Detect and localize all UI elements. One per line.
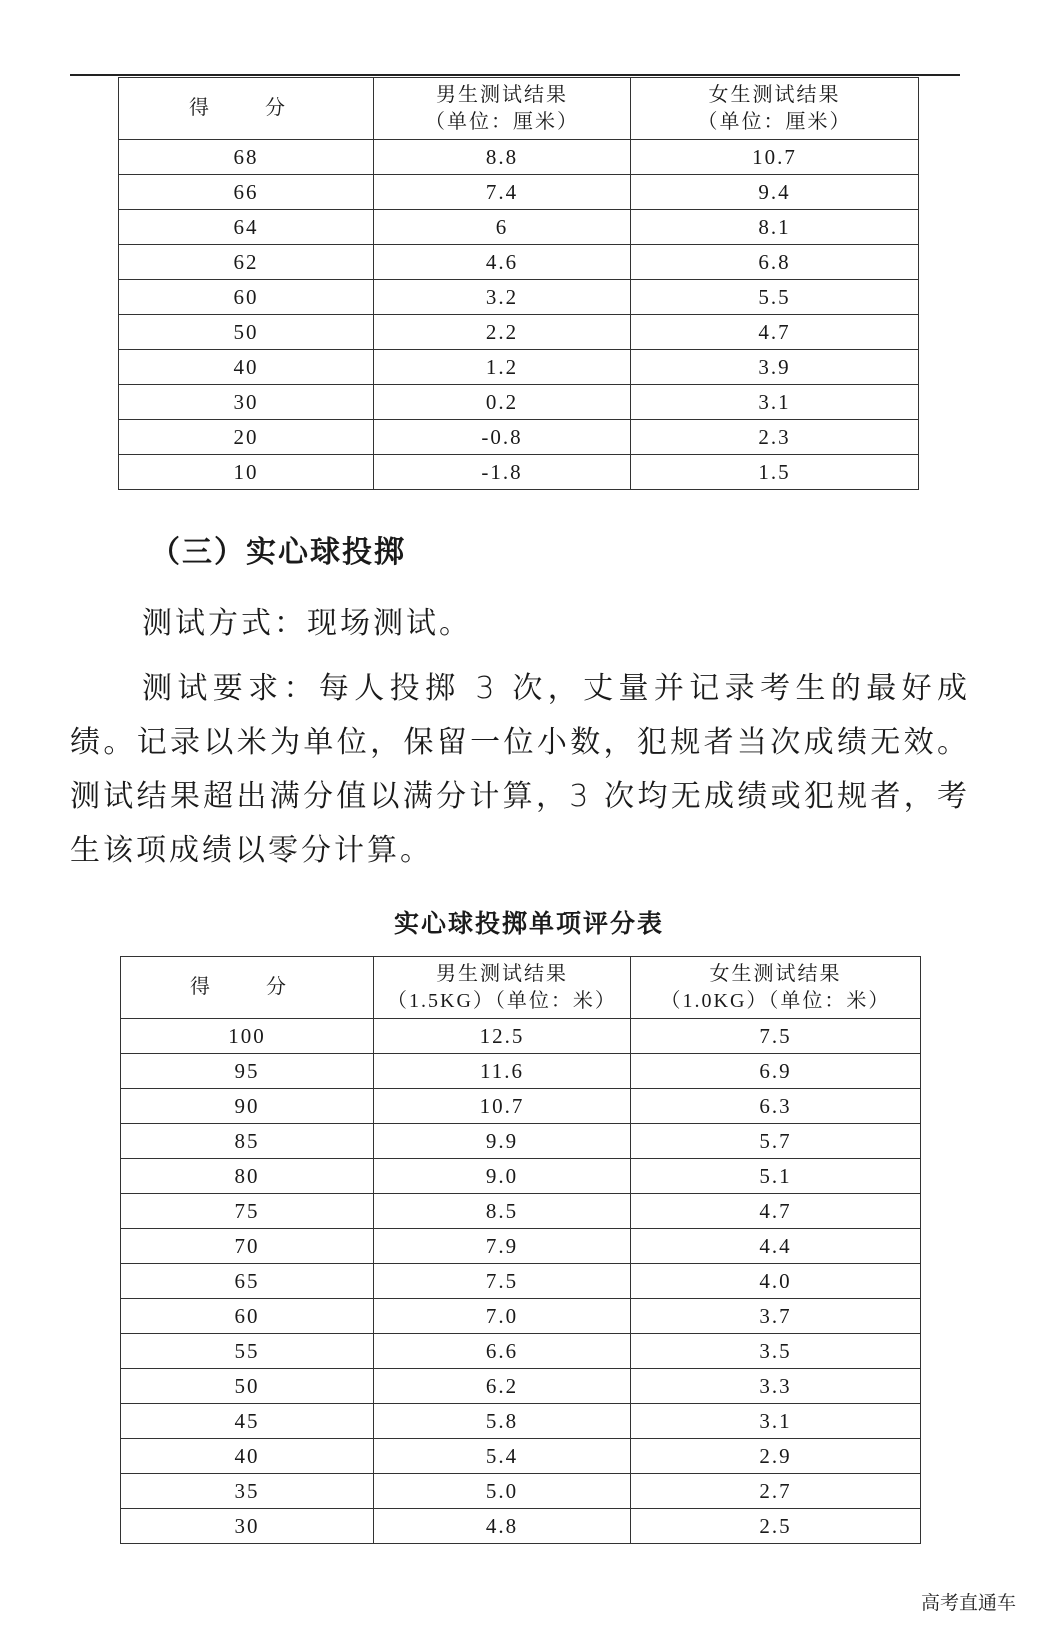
cell-score: 45: [121, 1404, 374, 1439]
cell-female: 4.7: [631, 1194, 921, 1229]
cell-male: 9.9: [374, 1124, 631, 1159]
test-method: 测试方式：现场测试。: [142, 606, 472, 641]
cell-score: 40: [121, 1439, 374, 1474]
cell-score: 55: [121, 1334, 374, 1369]
cell-female: 5.7: [631, 1124, 921, 1159]
cell-female: 3.3: [631, 1369, 921, 1404]
cell-score: 70: [121, 1229, 374, 1264]
score-table-1: [118, 77, 919, 490]
cell-male: 7.9: [374, 1229, 631, 1264]
cell-male: 2.2: [374, 315, 631, 350]
cell-female: 4.7: [631, 315, 919, 350]
table-row: [119, 210, 919, 245]
table-row: [121, 1124, 921, 1159]
cell-score: 20: [119, 420, 374, 455]
cell-female: 4.0: [631, 1264, 921, 1299]
cell-male: 4.8: [374, 1509, 631, 1544]
table-row: [119, 280, 919, 315]
cell-female: 6.3: [631, 1089, 921, 1124]
cell-score: 75: [121, 1194, 374, 1229]
table-row: [121, 1509, 921, 1544]
cell-male: 12.5: [374, 1019, 631, 1054]
cell-male: 1.2: [374, 350, 631, 385]
cell-score: 30: [119, 385, 374, 420]
table-header-row: [121, 957, 921, 1019]
top-rule: [70, 74, 960, 76]
cell-score: 62: [119, 245, 374, 280]
cell-female: 3.9: [631, 350, 919, 385]
table-row: [121, 1334, 921, 1369]
cell-female: 2.5: [631, 1509, 921, 1544]
cell-male: 5.8: [374, 1404, 631, 1439]
cell-score: 50: [121, 1369, 374, 1404]
header-male: 男生测试结果 （单位：厘米）: [374, 78, 631, 140]
cell-male: 3.2: [374, 280, 631, 315]
header-score: 得 分: [121, 957, 374, 1019]
cell-score: 64: [119, 210, 374, 245]
cell-male: 9.0: [374, 1159, 631, 1194]
cell-female: 5.1: [631, 1159, 921, 1194]
cell-score: 100: [121, 1019, 374, 1054]
cell-female: 6.9: [631, 1054, 921, 1089]
cell-male: 6: [374, 210, 631, 245]
cell-male: 7.0: [374, 1299, 631, 1334]
cell-male: 10.7: [374, 1089, 631, 1124]
cell-female: 1.5: [631, 455, 919, 490]
header-male: 男生测试结果 （1.5KG）（单位：米）: [374, 957, 631, 1019]
watermark: 高考直通车: [920, 1592, 1016, 1614]
table-row: [121, 1404, 921, 1439]
cell-female: 4.4: [631, 1229, 921, 1264]
table-row: [121, 1229, 921, 1264]
table-row: [119, 315, 919, 350]
cell-score: 95: [121, 1054, 374, 1089]
cell-female: 9.4: [631, 175, 919, 210]
cell-female: 2.3: [631, 420, 919, 455]
table-row: [119, 140, 919, 175]
table-header-row: [119, 78, 919, 140]
cell-female: 7.5: [631, 1019, 921, 1054]
table-row: [121, 1159, 921, 1194]
test-requirement: 测试要求：每人投掷 3 次，丈量并记录考生的最好成绩。记录以米为单位，保留一位小数，犯规者当次成绩无效。测试结果超出满分值以满分计算，3 次均无成绩或犯规者，考生该项成绩以零分计算。: [70, 671, 970, 868]
header-female: 女生测试结果 （1.0KG）（单位：米）: [631, 957, 921, 1019]
cell-male: 4.6: [374, 245, 631, 280]
cell-score: 85: [121, 1124, 374, 1159]
cell-female: 2.7: [631, 1474, 921, 1509]
table-row: [119, 350, 919, 385]
cell-male: -1.8: [374, 455, 631, 490]
cell-female: 3.7: [631, 1299, 921, 1334]
cell-male: 5.0: [374, 1474, 631, 1509]
cell-male: 11.6: [374, 1054, 631, 1089]
table-row: [119, 175, 919, 210]
cell-score: 10: [119, 455, 374, 490]
table-row: [121, 1299, 921, 1334]
header-score: 得 分: [119, 78, 374, 140]
cell-female: 6.8: [631, 245, 919, 280]
cell-male: 7.5: [374, 1264, 631, 1299]
cell-female: 3.1: [631, 1404, 921, 1439]
cell-female: 2.9: [631, 1439, 921, 1474]
cell-male: 6.2: [374, 1369, 631, 1404]
cell-female: 3.5: [631, 1334, 921, 1369]
cell-female: 10.7: [631, 140, 919, 175]
table-row: [121, 1194, 921, 1229]
table-row: [119, 455, 919, 490]
table-row: [121, 1019, 921, 1054]
cell-score: 60: [119, 280, 374, 315]
cell-score: 65: [121, 1264, 374, 1299]
cell-female: 5.5: [631, 280, 919, 315]
cell-score: 90: [121, 1089, 374, 1124]
cell-score: 60: [121, 1299, 374, 1334]
cell-score: 68: [119, 140, 374, 175]
cell-score: 40: [119, 350, 374, 385]
cell-male: 7.4: [374, 175, 631, 210]
table-row: [121, 1369, 921, 1404]
table-row: [121, 1264, 921, 1299]
table-caption: 实心球投掷单项评分表: [393, 909, 664, 938]
cell-score: 50: [119, 315, 374, 350]
score-table-2: [120, 956, 921, 1544]
cell-female: 8.1: [631, 210, 919, 245]
cell-male: -0.8: [374, 420, 631, 455]
table-row: [119, 245, 919, 280]
cell-score: 80: [121, 1159, 374, 1194]
cell-male: 0.2: [374, 385, 631, 420]
table-row: [121, 1054, 921, 1089]
section-title: （三）实心球投掷: [150, 535, 406, 570]
cell-female: 3.1: [631, 385, 919, 420]
table-row: [121, 1474, 921, 1509]
cell-male: 5.4: [374, 1439, 631, 1474]
table-row: [121, 1439, 921, 1474]
header-female: 女生测试结果 （单位：厘米）: [631, 78, 919, 140]
cell-male: 6.6: [374, 1334, 631, 1369]
table-row: [119, 420, 919, 455]
cell-score: 66: [119, 175, 374, 210]
table-row: [121, 1089, 921, 1124]
cell-male: 8.5: [374, 1194, 631, 1229]
cell-male: 8.8: [374, 140, 631, 175]
cell-score: 35: [121, 1474, 374, 1509]
cell-score: 30: [121, 1509, 374, 1544]
table-row: [119, 385, 919, 420]
